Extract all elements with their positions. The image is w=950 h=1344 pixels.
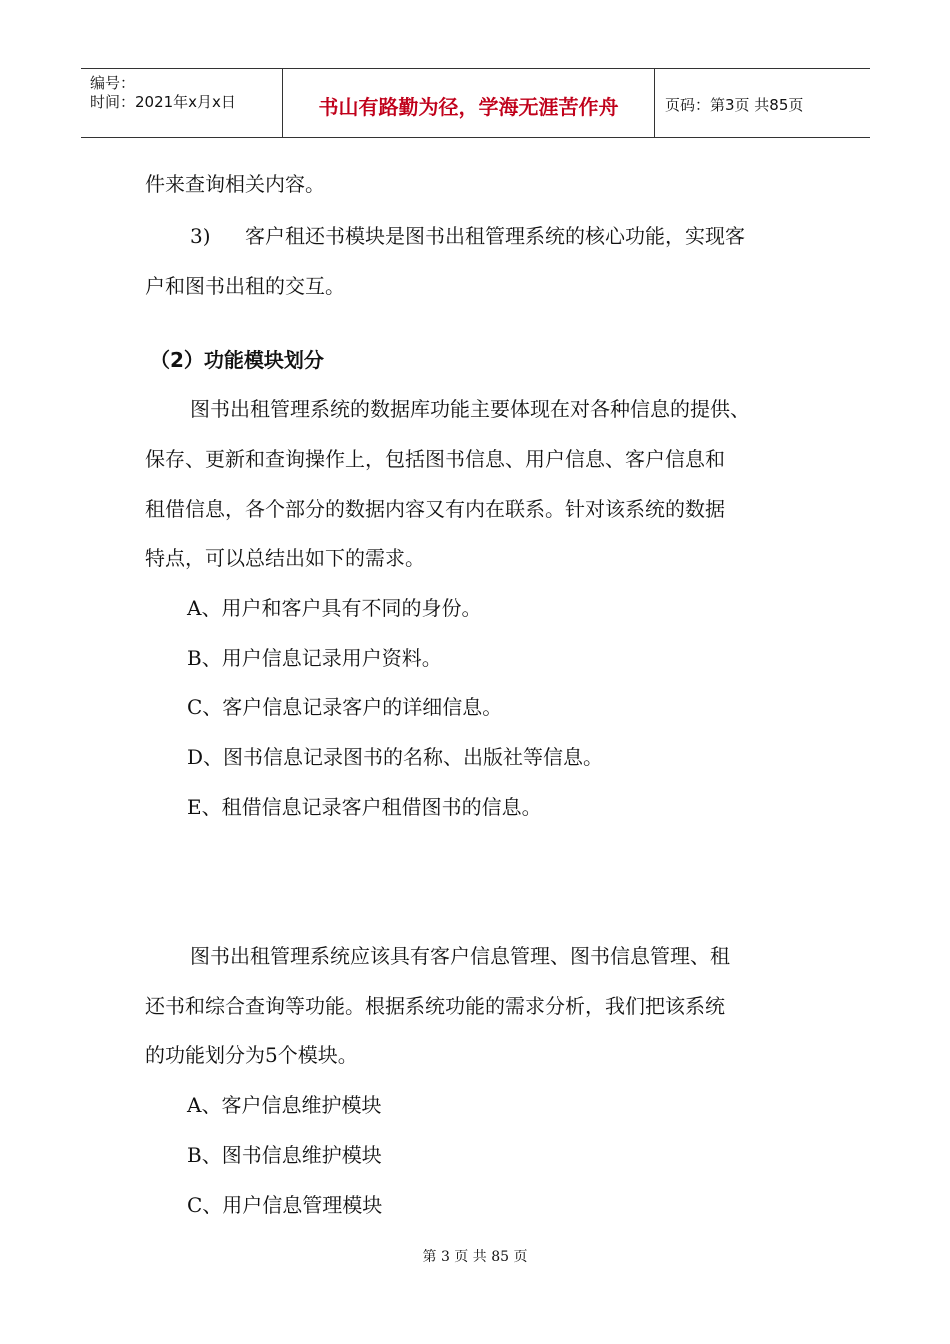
- header-motto: 书山有路勤为径，学海无涯苦作舟: [318, 95, 619, 119]
- page-footer: 第 3 页 共 85 页: [422, 1249, 528, 1265]
- header-motto-cell: [283, 69, 655, 137]
- requirement-b: B、用户信息记录用户资料。: [187, 646, 442, 670]
- paragraph-1-line-2: 保存、更新和查询操作上，包括图书信息、用户信息、客户信息和: [145, 447, 725, 471]
- item-3-text: 客户租还书模块是图书出租管理系统的核心功能，实现客: [245, 224, 745, 248]
- paragraph-2-line-2: 还书和综合查询等功能。根据系统功能的需求分析，我们把该系统: [145, 994, 725, 1018]
- paragraph-1-line-1: 图书出租管理系统的数据库功能主要体现在对各种信息的提供、: [190, 397, 750, 421]
- item-3-number: 3): [190, 224, 211, 248]
- header-page-cell: [655, 69, 870, 137]
- paragraph-1-line-4: 特点，可以总结出如下的需求。: [145, 546, 425, 570]
- item-3-continuation: 户和图书出租的交互。: [145, 274, 345, 298]
- header-code-label: 编号：: [90, 74, 136, 92]
- paragraph-1-line-3: 租借信息，各个部分的数据内容又有内在联系。针对该系统的数据: [145, 497, 725, 521]
- requirement-c: C、客户信息记录客户的详细信息。: [187, 695, 503, 719]
- paragraph-2-line-1: 图书出租管理系统应该具有客户信息管理、图书信息管理、租: [190, 944, 730, 968]
- header-page-label: 页码：第3页 共85页: [665, 96, 804, 114]
- requirement-d: D、图书信息记录图书的名称、出版社等信息。: [187, 745, 604, 769]
- module-b: B、图书信息维护模块: [187, 1143, 382, 1167]
- paragraph-2-line-3: 的功能划分为5个模块。: [145, 1043, 358, 1067]
- section-heading: （2）功能模块划分: [150, 348, 324, 372]
- requirement-e: E、租借信息记录客户租借图书的信息。: [187, 795, 542, 819]
- header-time-label: 时间：2021年x月x日: [90, 93, 236, 111]
- continued-line: 件来查询相关内容。: [145, 172, 325, 196]
- page-header: [81, 68, 870, 138]
- module-a: A、客户信息维护模块: [187, 1093, 382, 1117]
- header-info-cell: [81, 69, 283, 137]
- module-c: C、用户信息管理模块: [187, 1193, 383, 1217]
- requirement-a: A、用户和客户具有不同的身份。: [187, 596, 482, 620]
